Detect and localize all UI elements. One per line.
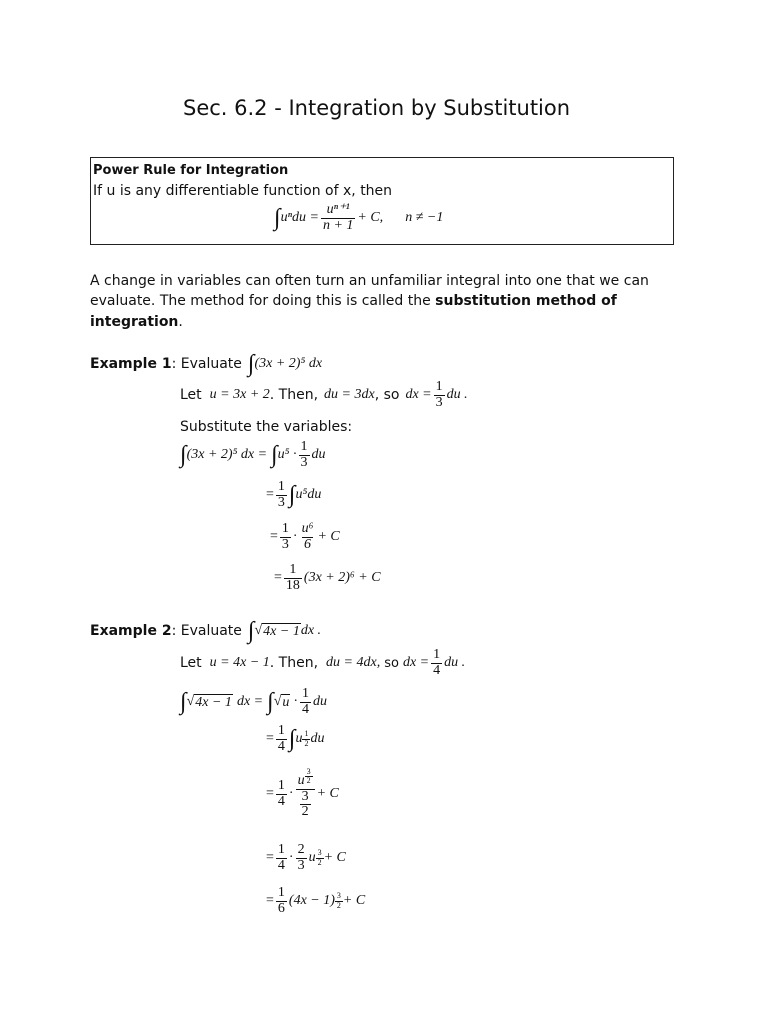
example-1-step-2 [266,480,321,510]
dot-operator: · [293,694,299,710]
radical-icon: √ [186,694,195,710]
formula-integrand: uⁿdu = [280,210,319,226]
one-fourth-fraction [276,843,287,873]
dot-operator: · [288,850,294,866]
radical-icon: √ [254,623,263,638]
equals-sign: = [266,893,274,909]
example-2-step-1 [180,687,327,717]
fraction-denominator [296,789,315,820]
example-2-evaluate: : Evaluate [171,623,242,639]
let-word: Let [180,655,202,672]
power-base: u [295,731,303,747]
formula-fraction [321,203,355,233]
fraction-denominator: 4 [277,857,285,873]
exponent-fraction [305,768,313,786]
fraction-denominator: 18 [285,577,300,593]
fraction-denominator: 3 [300,454,308,470]
fraction-denominator: 4 [277,738,285,754]
example-2-header [90,619,321,643]
exponent-fraction [335,892,343,910]
intro-line-2-text: evaluate. The method for doing this is called the [90,293,436,309]
exponent-fraction [316,849,324,867]
formula-condition: n ≠ −1 [405,210,444,226]
fraction-numerator: 1 [277,777,285,793]
compound-fraction [296,768,315,820]
integral-sign: ∫ [267,689,274,716]
example-2-step-2 [266,724,324,754]
fraction-denominator: 2 [304,738,309,748]
fraction-denominator: 3 [297,857,305,873]
radicand: u [282,694,290,710]
radical-icon: √ [273,694,282,710]
constant-term: + C [323,850,346,866]
example-1-label: Example 1 [90,356,172,372]
fraction-numerator [296,768,315,789]
dot-operator: · [288,786,294,802]
equals-sign: = [270,529,278,545]
step-du: du [310,731,325,747]
example-2-dx: dx . [300,623,322,638]
example-2-step-4 [266,843,346,873]
fraction-denominator: 3 [435,394,443,410]
one-third-fraction [276,480,287,510]
fraction-numerator: 3 [301,788,309,804]
fraction-numerator: 1 [277,723,285,738]
example-2-step-3 [266,768,339,820]
dot-operator: · [292,529,298,545]
fraction-denominator: 3 [281,536,289,552]
fraction-numerator: uⁿ⁺¹ [326,202,350,217]
fraction-denominator: 2 [336,900,341,910]
page-title: Sec. 6.2 - Integration by Substitution [183,96,571,120]
one-fourth-fraction [431,648,442,678]
integral-sign: ∫ [247,618,255,644]
fraction-denominator: 6 [304,536,312,552]
step-du: du [311,447,326,463]
example-2-step-5 [266,886,365,916]
so-word: so [384,655,399,671]
radicand: 4x − 1 [195,694,232,710]
equals-sign: = [266,731,274,747]
formula-constant: + C, [357,210,384,226]
equals-sign: = [274,570,282,586]
fraction-denominator: 4 [433,662,441,678]
u-definition: u = 3x + 2 [209,387,270,403]
example-2-label: Example 2 [90,623,172,639]
equals-sign: = [266,850,274,866]
one-third-fraction [280,522,291,552]
fraction-denominator: 2 [306,776,311,786]
fraction-numerator: 1 [304,729,309,739]
fraction-numerator: 1 [281,521,289,536]
power-base: u [297,773,305,788]
example-1-let-line [180,380,468,410]
example-1-header [90,352,322,376]
du-tail: du . [444,655,466,671]
fraction-numerator: 1 [277,885,285,900]
power-base: u [308,850,316,866]
fraction-numerator: 2 [297,842,305,857]
integral-sign: ∫ [247,351,255,377]
equals-sign: = [266,487,274,503]
integral-sign: ∫ [274,205,281,232]
fraction-denominator: n + 1 [322,217,354,233]
intro-bold-term: substitution method of [435,293,617,309]
du-definition: du = 4dx, [326,655,381,671]
integral-sign: ∫ [180,442,187,469]
step-lhs: (3x + 2)⁵ dx = [186,447,268,463]
integral-sign: ∫ [288,482,296,509]
constant-term: + C [342,893,366,909]
dx-definition: dx = [402,655,430,671]
intro-line-2 [90,293,617,309]
power-rule-formula [274,203,443,233]
radicand: 4x − 1 [263,623,300,639]
so-word: , so [374,387,400,404]
then-word: . Then, [269,655,319,672]
one-fourth-fraction [300,687,311,717]
example-1-step-1 [180,440,326,470]
example-2-let-line [180,648,465,678]
du-tail: du . [446,387,468,403]
dx-definition: dx = [405,387,432,403]
example-1-expression: (3x + 2)⁵ dx [254,356,323,371]
equals-sign: = [266,786,274,802]
fraction-numerator: 1 [302,686,310,701]
step-du: du [313,694,328,710]
fraction-denominator: 3 [277,494,285,510]
step-rhs: u⁵ · [277,447,297,463]
step-mid: dx = [236,694,264,710]
integral-sign: ∫ [288,726,296,753]
let-word: Let [180,387,202,404]
two-thirds-fraction [296,843,307,873]
power-base: (4x − 1) [288,893,335,909]
fraction-numerator: 1 [435,379,443,394]
one-eighteenth-fraction [284,563,302,593]
step-rhs: u⁵du [295,487,322,503]
u-definition: u = 4x − 1 [209,655,270,671]
fraction-numerator: 3 [317,848,322,858]
u6-over-6-fraction [300,522,316,552]
constant-term: + C [317,529,340,545]
substitute-instruction: Substitute the variables: [180,419,353,435]
intro-period: . [178,314,183,330]
intro-line-1: A change in variables can often turn an unfamiliar integral into one that we can [90,273,649,289]
fraction-numerator: 1 [277,479,285,494]
du-definition: du = 3dx [324,387,375,403]
integral-sign: ∫ [180,689,187,716]
fraction-numerator: 3 [336,891,341,901]
fraction-numerator: 1 [433,647,441,662]
fraction-numerator: 1 [300,439,308,454]
final-answer: (3x + 2)⁶ + C [303,570,381,586]
one-fourth-fraction [276,779,287,809]
fraction-numerator: 1 [277,842,285,857]
integral-sign: ∫ [271,442,278,469]
fraction-denominator: 4 [302,701,310,717]
three-halves-fraction [300,790,311,820]
fraction-numerator: 1 [289,562,297,577]
then-word: . Then, [269,387,319,404]
example-1-step-3 [270,522,340,552]
example-1-evaluate: : Evaluate [171,356,242,372]
example-1-step-4 [274,563,381,593]
fraction-denominator: 4 [277,793,285,809]
constant-term: + C [316,786,339,802]
fraction-numerator: u⁶ [301,521,314,536]
one-sixth-fraction [276,886,287,916]
exponent-fraction [302,730,310,748]
intro-bold-term-2: integration [90,314,179,330]
fraction-denominator: 2 [317,857,322,867]
one-third-fraction [299,440,310,470]
power-rule-statement: If u is any differentiable function of x, then [93,183,393,199]
power-rule-heading: Power Rule for Integration [93,163,289,178]
one-third-fraction [434,380,445,410]
fraction-denominator: 6 [277,900,285,916]
fraction-denominator: 2 [301,804,309,820]
intro-line-3 [90,314,183,330]
fraction-numerator: 3 [306,767,311,776]
one-fourth-fraction [276,724,287,754]
